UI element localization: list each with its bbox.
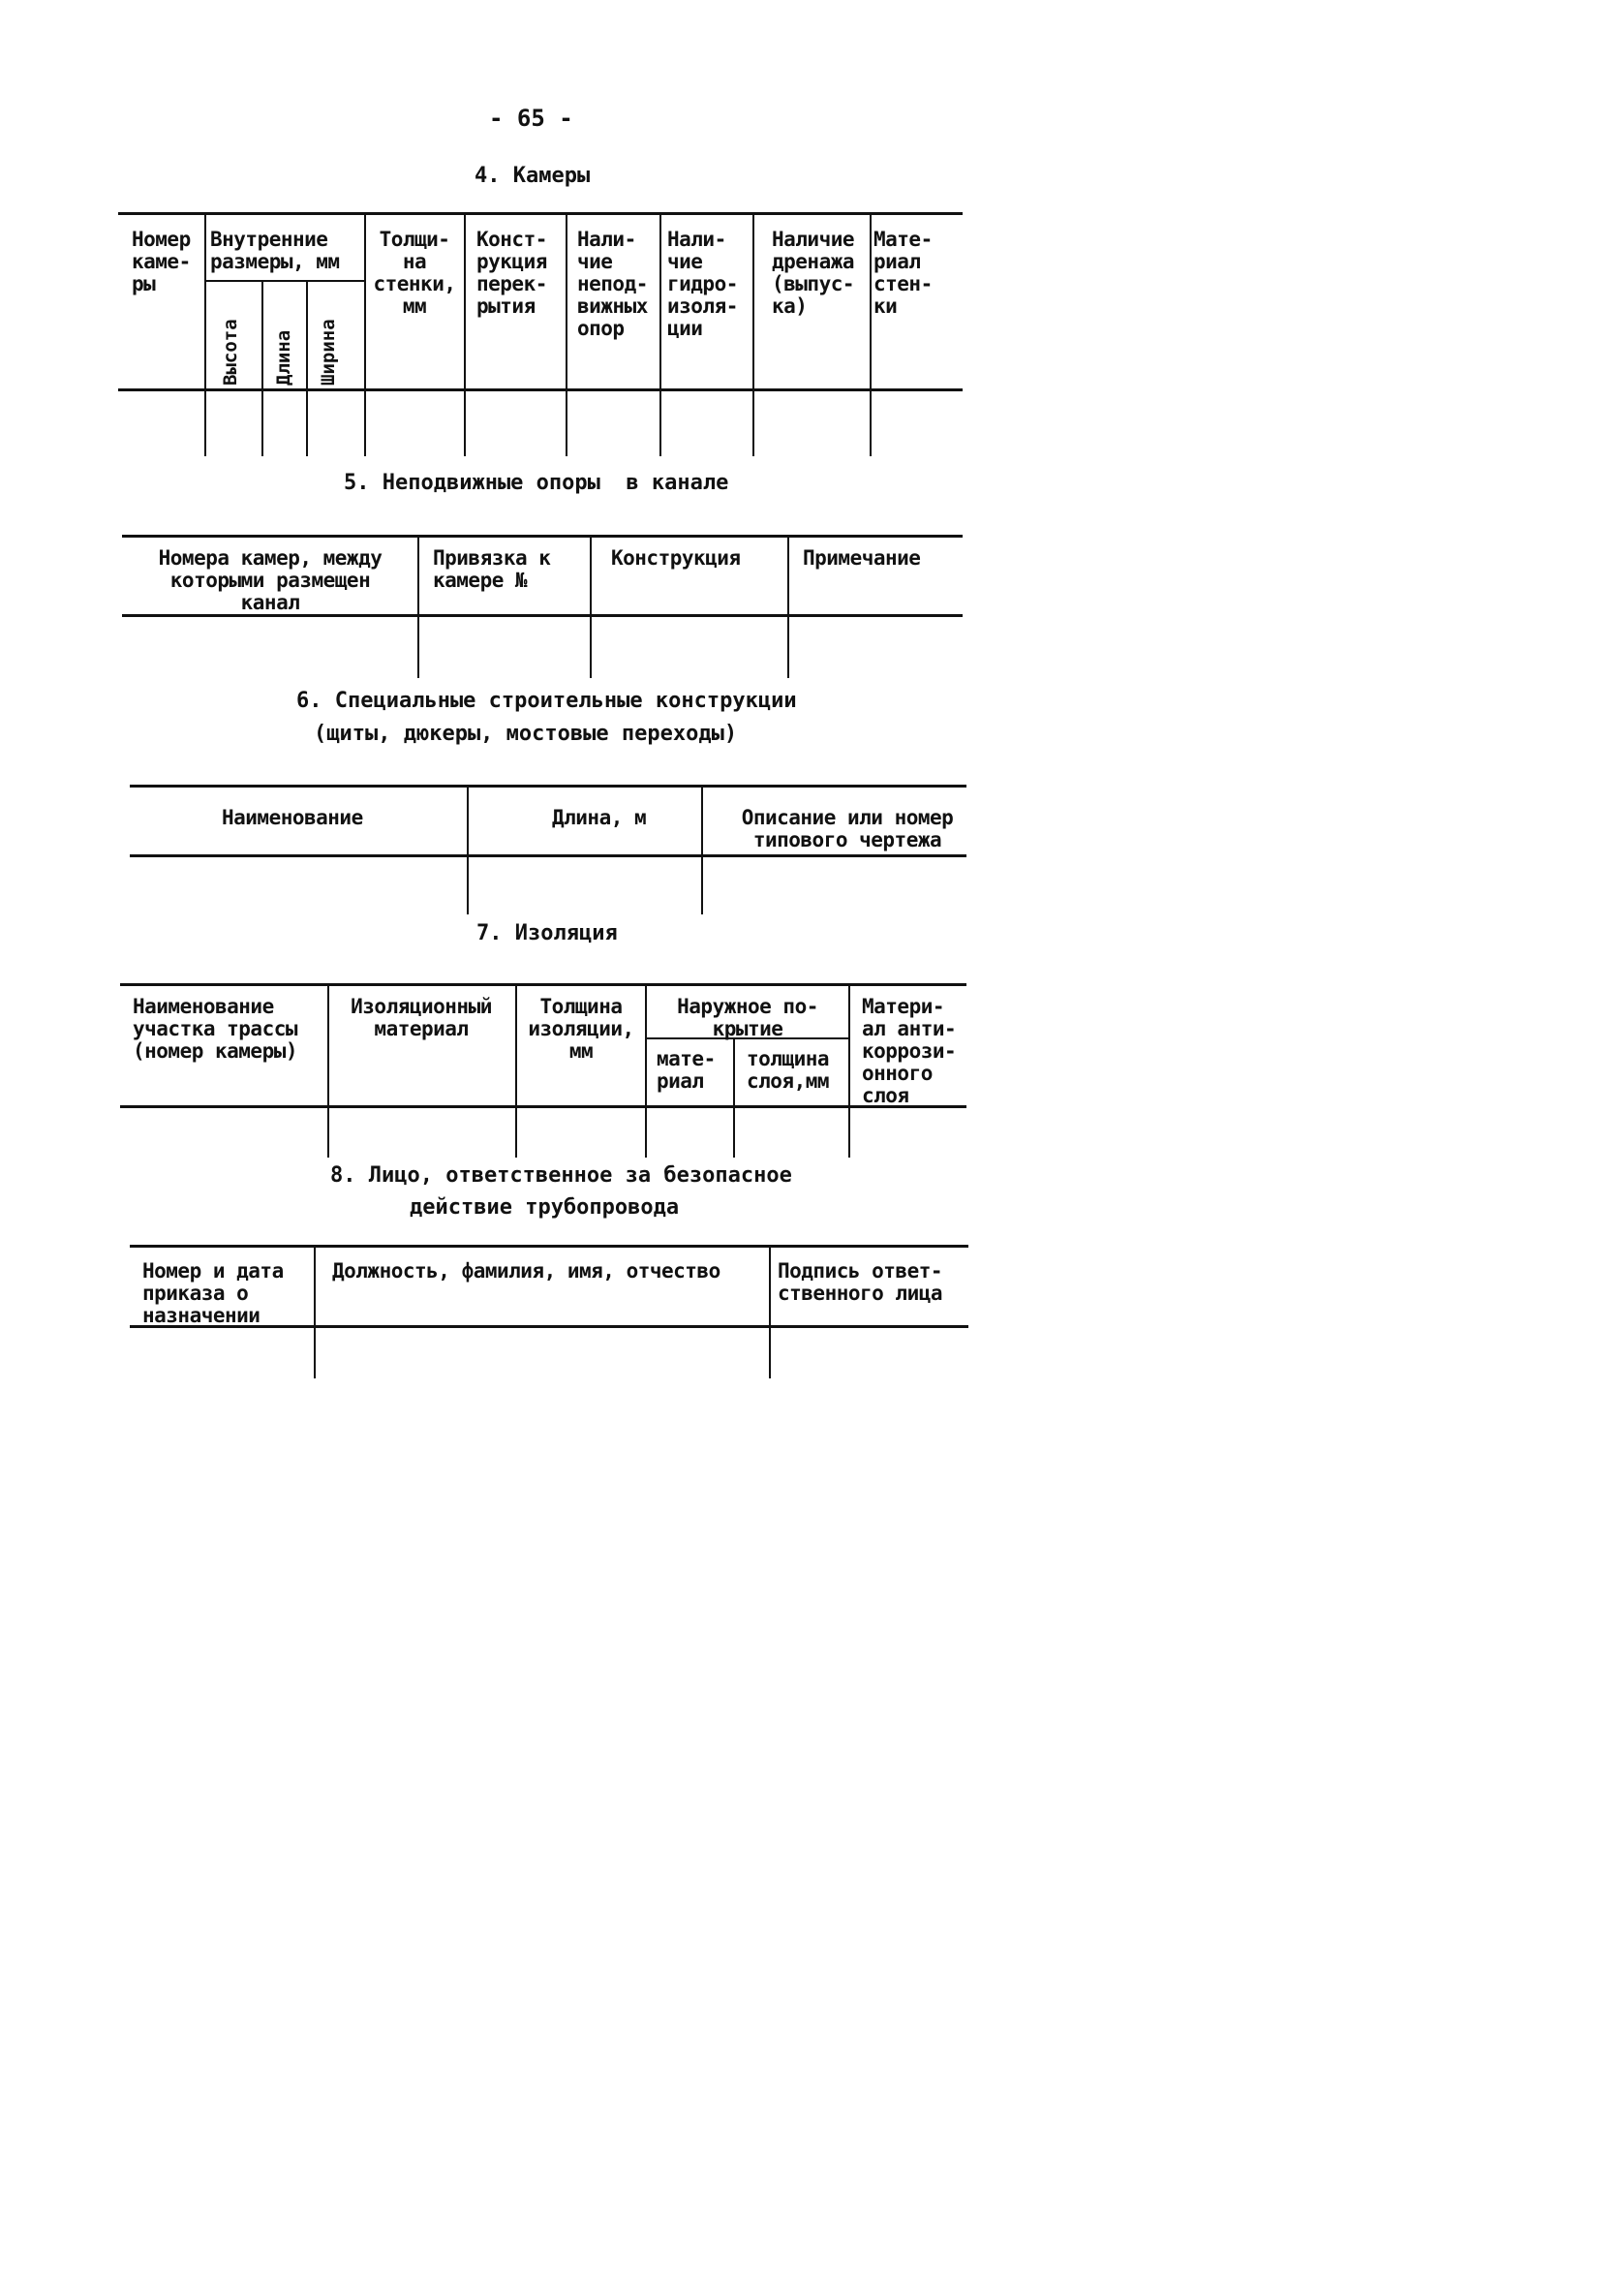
table-subheader-line — [205, 280, 365, 282]
table-header-bottom — [118, 388, 963, 391]
table-divider — [787, 537, 789, 678]
header-construction: Конструкция — [611, 546, 741, 570]
table-divider — [590, 537, 592, 678]
table-divider — [659, 214, 661, 456]
table-border-top — [130, 1245, 968, 1248]
table-divider — [645, 985, 647, 1158]
section-5-title: 5. Неподвижные опоры в канале — [344, 471, 729, 495]
table-divider — [306, 281, 308, 456]
header-length: Длина — [273, 329, 294, 386]
section-6-subtitle: (щиты, дюкеры, мостовые переходы) — [314, 722, 738, 746]
header-inner-dimensions: Внутренние размеры, мм — [210, 228, 340, 273]
header-height: Высота — [220, 319, 241, 386]
table-divider — [464, 214, 466, 456]
table-divider — [467, 787, 469, 914]
table-divider — [870, 214, 872, 456]
header-order-number: Номер и дата приказа о назначении — [142, 1259, 284, 1327]
table-divider — [204, 214, 206, 456]
header-camera-numbers: Номера камер, между которыми размещен канал — [158, 546, 383, 614]
table-divider — [327, 985, 329, 1158]
table-divider — [566, 214, 567, 456]
table-divider — [417, 537, 419, 678]
header-description: Описание или номер типового чертежа — [741, 806, 954, 851]
table-header-bottom — [122, 614, 963, 617]
header-wall-thickness: Толщи- на стенки, мм — [373, 228, 456, 318]
section-6-title: 6. Специальные строительные конструкции — [296, 689, 797, 713]
table-border-top — [130, 785, 966, 788]
header-width: Ширина — [318, 319, 339, 386]
header-insulation-thickness: Толщина изоляции, мм — [528, 995, 634, 1063]
header-route-section: Наименование участка трассы (номер камеры) — [133, 995, 298, 1063]
section-7-title: 7. Изоляция — [476, 921, 618, 945]
section-8-subtitle: действие трубопровода — [410, 1195, 680, 1220]
table-header-bottom — [120, 1105, 966, 1108]
table-divider — [314, 1247, 316, 1378]
table-header-bottom — [130, 854, 966, 857]
header-note: Примечание — [803, 546, 921, 570]
table-divider — [769, 1247, 771, 1378]
header-anticorrosion-material: Матери- ал анти- коррози- онного слоя — [862, 995, 957, 1107]
table-divider — [515, 985, 517, 1158]
header-coating-thickness: толщина слоя,мм — [747, 1047, 830, 1093]
table-border-top — [120, 983, 966, 986]
header-wall-material: Мате- риал стен- ки — [873, 228, 933, 318]
table-divider — [364, 214, 366, 456]
table-divider — [848, 985, 850, 1158]
table-border-top — [118, 212, 963, 215]
header-outer-coating: Наружное по- крытие — [677, 995, 818, 1040]
header-drainage: Наличие дренажа (выпус- ка) — [772, 228, 855, 318]
section-4-title: 4. Камеры — [475, 164, 591, 188]
table-divider — [261, 281, 263, 456]
table-border-top — [122, 535, 963, 538]
table-divider — [733, 1038, 735, 1158]
table-divider — [752, 214, 754, 456]
page-number: - 65 - — [489, 105, 573, 132]
header-fixed-supports: Нали- чие непод- вижных опор — [577, 228, 648, 340]
header-signature: Подпись ответ- ственного лица — [778, 1259, 943, 1305]
header-roof-construction: Конст- рукция перек- рытия — [476, 228, 547, 318]
section-8-title: 8. Лицо, ответственное за безопасное — [330, 1163, 792, 1188]
header-camera-number: Номер каме- ры — [132, 228, 191, 295]
header-insulation-material: Изоляционный материал — [351, 995, 492, 1040]
header-length: Длина, м — [552, 806, 647, 829]
header-name: Наименование — [222, 806, 363, 829]
table-divider — [701, 787, 703, 914]
header-waterproofing: Нали- чие гидро- изоля- ции — [667, 228, 738, 340]
header-coating-material: мате- риал — [657, 1047, 716, 1093]
header-position-name: Должность, фамилия, имя, отчество — [332, 1259, 720, 1283]
header-binding: Привязка к камере № — [433, 546, 551, 592]
